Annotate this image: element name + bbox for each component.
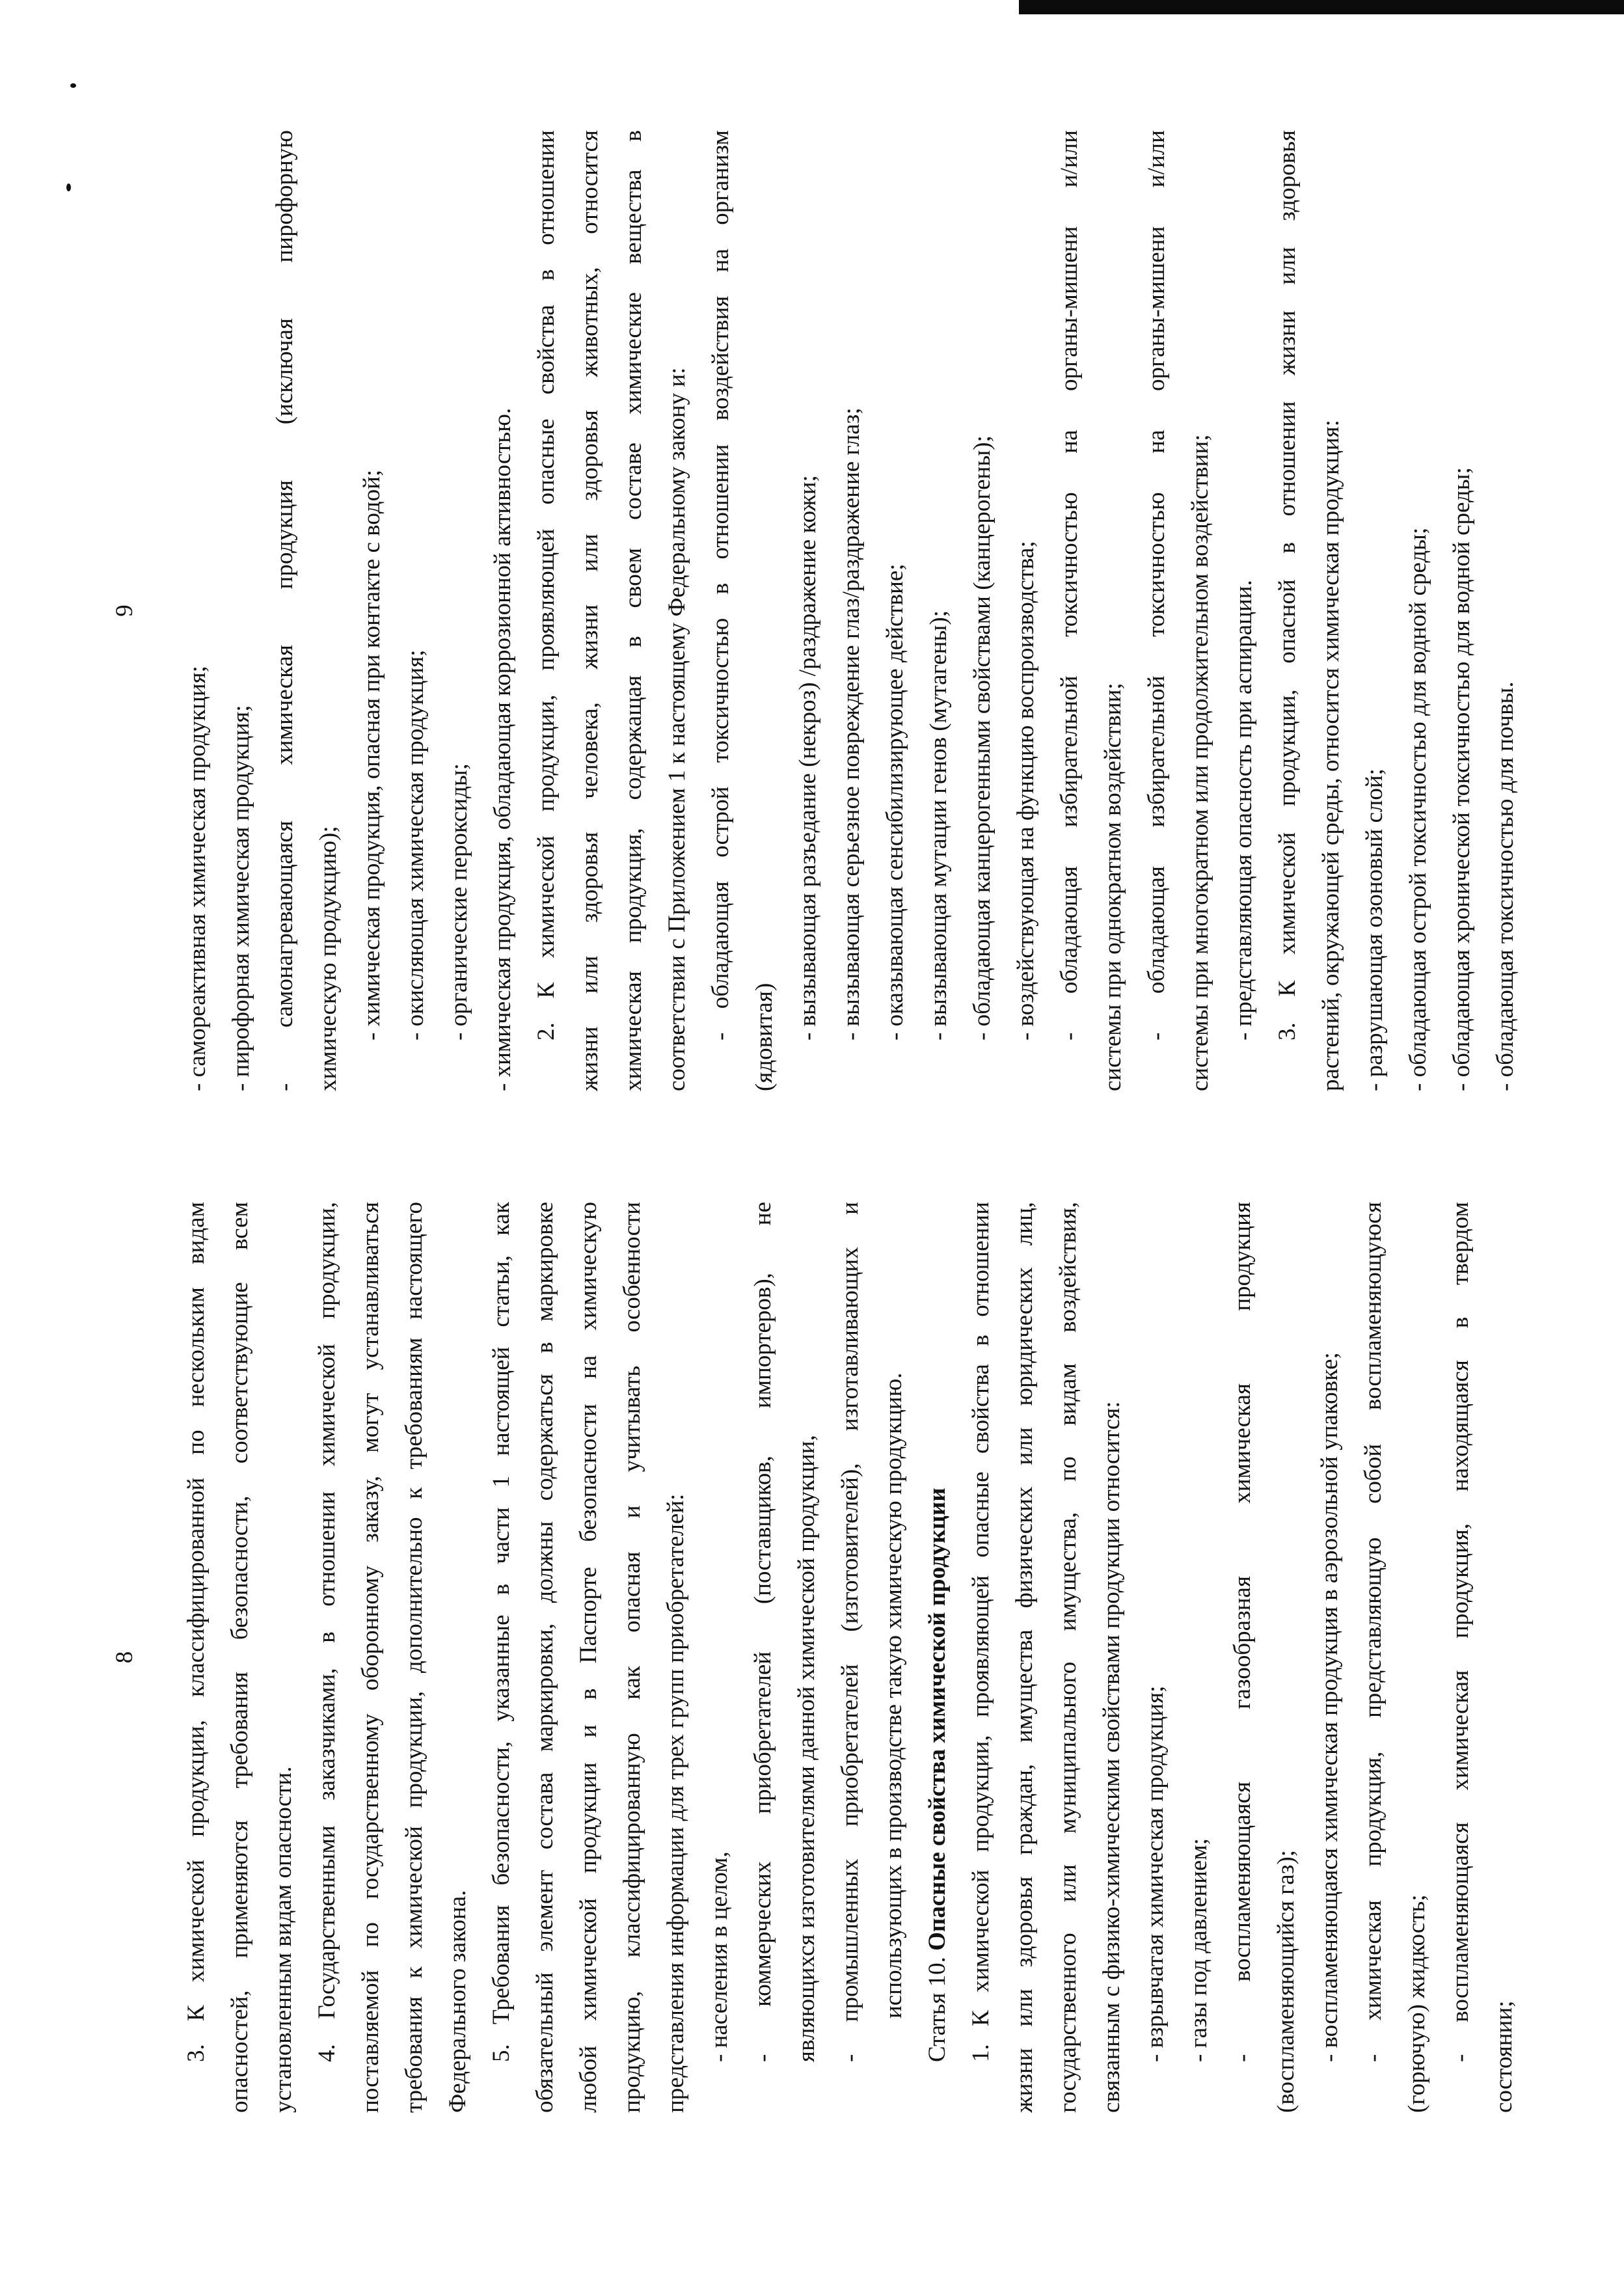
text-line: - самонагревающаяся химическая продукция (исключая пирофорную <box>271 130 298 1091</box>
text-line: - вызывающая мутации генов (мутагены); <box>925 610 952 1040</box>
text-line: - разрушающая озоновый слой; <box>1361 768 1388 1091</box>
text-line: обязательный элемент состава маркировки, должны содержаться в маркировке <box>532 1202 558 2113</box>
text-line: (воспламеняющийся газ); <box>1273 1850 1299 2113</box>
article-heading <box>915 1202 959 2113</box>
text-line: - воздействующая на функцию воспроизводства; <box>1012 541 1039 1040</box>
text-line: - обладающая токсичностью для почвы. <box>1492 681 1519 1091</box>
text-line: - представляющая опасность при аспирации. <box>1230 580 1257 1040</box>
text-line: 5. Требования безопасности, указанные в части 1 настоящей статьи, как <box>488 1202 515 2062</box>
text-line: - обладающая канцерогенными свойствами (канцерогены); <box>969 435 995 1040</box>
text-line: состоянии; <box>1491 2000 1517 2113</box>
text-line: - химическая продукция, опасная при контакте с водой; <box>359 469 385 1040</box>
page-8 <box>0 1163 1624 2282</box>
text-line: - воспламеняющаяся химическая продукция в аэрозольной упаковке; <box>1316 1352 1343 2062</box>
text-line: - промышленных приобретателей (изготовителей), изготавливающих и <box>837 1202 863 2062</box>
text-line: - газы под давлением; <box>1185 1838 1212 2062</box>
text-line: поставляемой по государственному оборонному заказу, могут устанавливаться <box>357 1202 384 2113</box>
text-line: химическую продукцию); <box>315 826 342 1091</box>
text-line: - обладающая острой токсичностью в отношении воздействия на организм <box>707 130 734 1040</box>
text-line: - населения в целом, <box>706 1851 733 2062</box>
page-number: 9 <box>111 604 138 617</box>
text-line: растений, окружающей среды, относится химическая продукция: <box>1318 420 1344 1091</box>
text-line: - вызывающая разъедание (некроз) /раздражение кожи; <box>794 475 821 1040</box>
text-line: жизни или здоровья человека, жизни или здоровья животных, относится <box>576 130 603 1091</box>
text-line: - воспламеняющаяся газообразная химическая продукция <box>1229 1202 1256 2062</box>
page-text <box>176 130 1527 1091</box>
text-line: - вызывающая серьезное повреждение глаз/раздражение глаз; <box>838 407 865 1040</box>
text-line: (ядовитая) <box>751 983 778 1091</box>
text-line: 3. К химической продукции, классифицированной по нескольким видам <box>183 1202 210 2062</box>
text-line: - обладающая избирательной токсичностью на органы-мишени и/или <box>1143 130 1170 1040</box>
page-text <box>174 1202 1526 2113</box>
text-line: продукцию, классифицированную как опасная и учитывать особенности <box>619 1202 645 2113</box>
text-line: жизни или здоровья граждан, имущества физических или юридических лиц, <box>1011 1202 1038 2113</box>
text-line: - воспламеняющаяся химическая продукция, находящаяся в твердом <box>1447 1202 1474 2062</box>
text-line: - коммерческих приобретателей (поставщиков, импортеров), не <box>750 1202 776 2062</box>
text-line: - окисляющая химическая продукция; <box>402 649 429 1040</box>
text-line: Федерального закона. <box>444 1890 471 2113</box>
text-line: - органические пероксиды; <box>446 763 472 1040</box>
text-line: 2. К химической продукции, проявляющей опасные свойства в отношении <box>533 130 560 1040</box>
text-line: - взрывчатая химическая продукция; <box>1142 1685 1169 2062</box>
article-title: Опасные свойства химической продукции <box>924 1487 951 1951</box>
text-line: 3. К химической продукции, опасной в отношении жизни или здоровья <box>1274 130 1301 1040</box>
text-line: связанным с физико-химическими свойствами продукции относится: <box>1098 1401 1125 2113</box>
text-line: системы при однократном воздействии; <box>1100 683 1126 1091</box>
text-line: - обладающая хронической токсичностью для водной среды; <box>1448 467 1475 1091</box>
text-line: установленным видам опасности. <box>270 1766 297 2113</box>
text-line: - оказывающая сенсибилизирующее действие; <box>882 564 908 1040</box>
text-line: 1. К химической продукции, проявляющей опасные свойства в отношении <box>968 1202 994 2062</box>
text-line: любой химической продукции и в Паспорте безопасности на химическую <box>575 1202 602 2113</box>
text-line: системы при многократном или продолжительном воздействии; <box>1187 434 1213 1091</box>
text-line: - химическая продукция, обладающая коррозионной активностью. <box>489 407 516 1091</box>
text-line: - самореактивная химическая продукция; <box>184 666 211 1091</box>
text-line: химическая продукция, содержащая в своем составе химические вещества в <box>620 130 647 1091</box>
text-line: являющихся изготовителями данной химической продукции, <box>793 1435 820 2062</box>
article-number: Статья 10. <box>924 1957 951 2062</box>
text-line: (горючую) жидкость; <box>1403 1894 1430 2113</box>
text-line: 4. Государственными заказчиками, в отношении химической продукции, <box>314 1202 340 2062</box>
text-line: - обладающая избирательной токсичностью на органы-мишени и/или <box>1056 130 1083 1040</box>
text-line: соответствии с Приложением 1 к настоящему Федеральному закону и: <box>664 367 690 1091</box>
text-line: использующих в производстве такую химическую продукцию. <box>880 1372 907 2018</box>
text-line: требования к химической продукции, дополнительно к требованиям настоящего <box>401 1202 427 2113</box>
page-number: 8 <box>111 1651 138 1664</box>
text-line: - химическая продукция, представляющую собой воспламеняющуюся <box>1360 1202 1387 2062</box>
text-line: представления информации для трех групп приобретателей: <box>662 1493 689 2113</box>
text-line: - пирофорная химическая продукция; <box>228 705 254 1091</box>
text-line: государственного или муниципального имущества, по видам воздействия, <box>1055 1202 1081 2113</box>
text-line: опасностей, применяются требования безопасности, соответствующие всем <box>226 1202 253 2113</box>
text-line: - обладающая острой токсичностью для водной среды; <box>1405 527 1431 1091</box>
